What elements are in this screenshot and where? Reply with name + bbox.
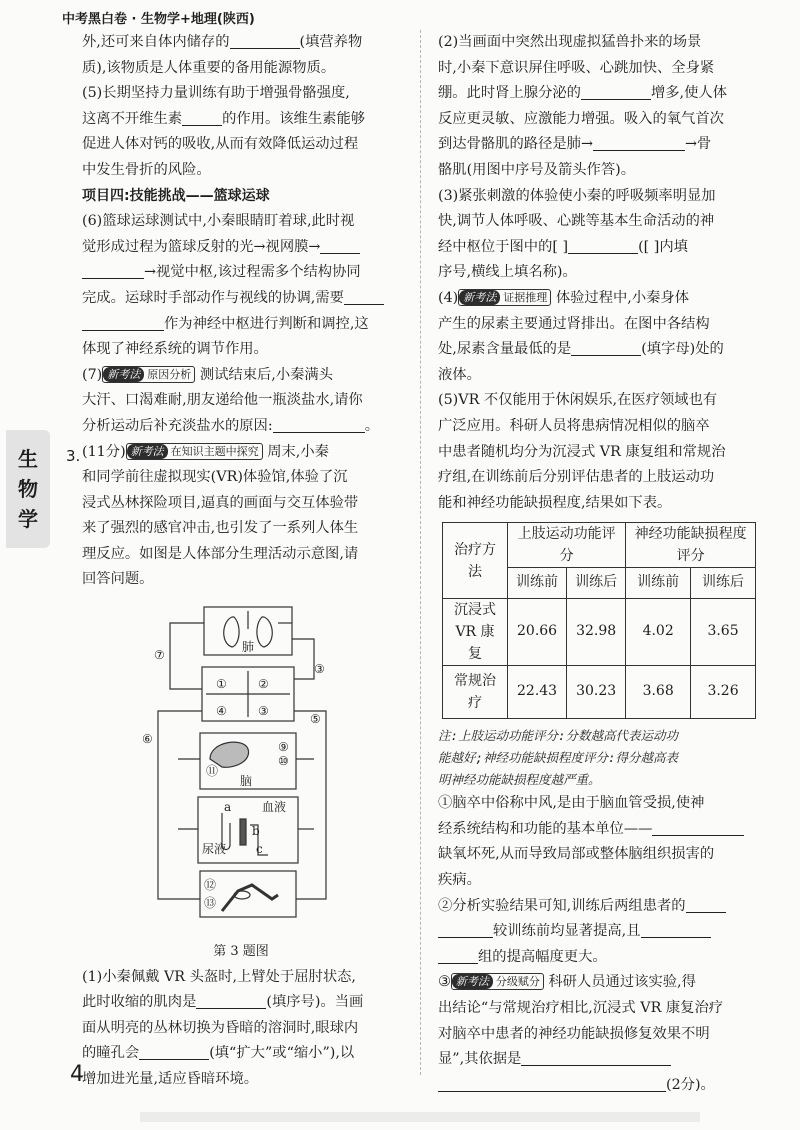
text-line: 缺氧坏死,从而导致局部或整体脑组织损害的: [438, 846, 715, 863]
text-line: 反应更灵敏、应激能力增强。吸入的氧气首次: [438, 110, 724, 127]
page-header: 中考黑白卷 · 生物学+地理(陕西): [62, 12, 255, 27]
text-line: 浸式丛林探险项目,逼真的画面与交互体验带: [82, 494, 359, 511]
text-line: 回答问题。: [82, 571, 154, 588]
section-title: 项目四:技能挑战——篮球运球: [82, 187, 270, 204]
diagram-label: ⑪: [206, 764, 219, 779]
diagram-label: ⑦: [154, 648, 165, 663]
column-divider: [420, 30, 421, 1075]
table-cell: 3.26: [691, 666, 756, 719]
text-line: 绷。此时肾上腺分泌的 增多,使人体: [438, 85, 727, 102]
text-line: 分析运动后补充淡盐水的原因: 。: [82, 417, 379, 434]
text-line: 对脑卒中患者的神经功能缺损修复效果不明: [438, 1025, 710, 1042]
diagram-label: ⑨: [278, 740, 289, 755]
text-line: 中发生骨折的风险。: [82, 161, 211, 178]
question-5-line: (5)VR 不仅能用于休闲娱乐,在医疗领域也有: [438, 392, 718, 409]
text-line: 作为神经中枢进行判断和调控,这: [82, 312, 400, 338]
answer-blank[interactable]: [196, 992, 266, 1009]
question-number: 3.: [66, 447, 81, 465]
answer-blank[interactable]: [320, 237, 360, 254]
diagram-label: a: [224, 800, 232, 815]
answer-blank[interactable]: [521, 1049, 671, 1066]
text-line: 面从明亮的丛林切换为昏暗的溶洞时,眼球内: [82, 1019, 359, 1036]
text-line: 广泛应用。科研人员将患病情况相似的脑卒: [438, 417, 710, 434]
figure-caption: 第 3 题图: [213, 944, 269, 960]
subject-side-tab: [6, 430, 50, 548]
text-line: 外,还可来自体内储存的 (填营养物: [82, 34, 363, 50]
table-cell: 30.23: [567, 666, 626, 719]
diagram-label: ⑫: [204, 878, 217, 893]
table-subheader: 训练后: [691, 568, 756, 599]
table-cell: 3.65: [691, 599, 756, 666]
text-line: 和同学前往虚拟现实(VR)体验馆,体验了沉: [82, 469, 348, 486]
text-line: 组的提高幅度更大。: [438, 945, 756, 971]
text-line: 增加进光量,适应昏暗环境。: [82, 1071, 259, 1088]
text-line: 理反应。如图是人体部分生理活动示意图,请: [82, 545, 359, 562]
sub-question-2: ②分析实验结果可知,训练后两组患者的: [438, 894, 756, 920]
table-note: 明神经功能缺损程度越严重。: [438, 772, 601, 788]
question-1-line: (1)小秦佩戴 VR 头盔时,上臂处于屈肘状态,: [82, 968, 356, 985]
table-cell: 32.98: [567, 599, 626, 666]
table-note: 能越好;神经功能缺损程度评分:得分越高表: [438, 750, 679, 766]
text-line: 液体。: [438, 366, 481, 383]
new-exam-tag: 新考法 证据推理: [458, 289, 551, 306]
text-line: 经系统结构和功能的基本单位——: [438, 817, 756, 843]
text-line: 处,尿素含量最低的是 (填字母)处的: [438, 341, 724, 358]
question-3-line: (3)紧张刺激的体验使小秦的呼吸频率明显加: [438, 187, 716, 204]
answer-blank[interactable]: [82, 262, 144, 279]
new-exam-tag: 新考法 原因分析: [102, 366, 195, 383]
text-line: 到达骨骼肌的路径是肺→ →骨: [438, 136, 712, 153]
diagram-label: b: [252, 824, 260, 839]
sub-question-1: ①脑卒中俗称中风,是由于脑血管受损,使神: [438, 795, 705, 812]
table-subheader: 训练后: [567, 568, 626, 599]
sub-question-3: ③ 新考法 分级赋分 科研人员通过该实验,得: [438, 974, 696, 991]
table-subheader: 训练前: [626, 568, 691, 599]
answer-blank[interactable]: [344, 288, 384, 305]
bottom-shadow: [140, 1112, 700, 1122]
text-line: 显”,其依据是: [438, 1047, 756, 1073]
text-line: (2分)。: [438, 1073, 756, 1099]
text-line: 质),该物质是人体重要的备用能源物质。: [82, 59, 336, 76]
text-line: 的瞳孔会 (填“扩大”或“缩小”),以: [82, 1045, 355, 1062]
table-cell: 3.68: [626, 666, 691, 719]
new-exam-tag: 新考法 在知识主题中探究: [126, 443, 263, 460]
table-subheader: 训练前: [508, 568, 567, 599]
answer-blank[interactable]: [686, 896, 726, 913]
text-line: 大汗、口渴难耐,朋友递给他一瓶淡盐水,请你: [82, 392, 363, 409]
question-4-line: (4) 新考法 证据推理 体验过程中,小秦身体: [438, 289, 690, 306]
text-line: 骼肌(用图中序号及箭头作答)。: [438, 161, 636, 178]
table-cell: 22.43: [508, 666, 567, 719]
text-line: 来了强烈的感官冲击,也引发了一系列人体生: [82, 520, 359, 537]
question-5-line: (5)长期坚持力量训练有助于增强骨骼强度,: [82, 85, 350, 102]
table-header: 神经功能缺损程度评分: [626, 523, 756, 568]
table-cell: 常规治疗: [443, 666, 508, 719]
answer-blank[interactable]: [568, 237, 638, 254]
diagram-label-urine: 尿液: [202, 842, 227, 857]
diagram-svg: [82, 599, 400, 939]
diagram-label-blood: 血液: [262, 800, 287, 815]
diagram-label: ④: [216, 704, 227, 719]
question-3-line: (11分) 新考法 在知识主题中探究 周末,小秦: [82, 443, 329, 460]
text-line: 这离不开维生素 的作用。该维生素能够: [82, 110, 366, 127]
side-tab-char: 学: [18, 507, 38, 531]
answer-blank[interactable]: [139, 1043, 209, 1060]
table-row: [443, 666, 756, 719]
text-line: 中患者随机均分为沉浸式 VR 康复组和常规治: [438, 443, 726, 460]
diagram-label: c: [256, 842, 263, 857]
diagram-label: ⑩: [278, 754, 289, 769]
diagram-label-brain: 脑: [240, 774, 253, 789]
table-note: 注:上肢运动功能评分:分数越高代表运动功: [438, 728, 679, 744]
text-line: 序号,横线上填名称)。: [438, 264, 577, 281]
table-cell: 沉浸式VR 康复: [443, 599, 508, 666]
text-line: 较训练前均显著提高,且: [438, 919, 756, 945]
answer-blank[interactable]: [273, 416, 365, 433]
question-6-line: (6)篮球运球测试中,小秦眼睛盯着球,此时视: [82, 213, 355, 230]
table-header: 治疗方法: [443, 523, 508, 599]
text-line: 能和神经功能缺损程度,结果如下表。: [438, 494, 672, 511]
answer-blank[interactable]: [652, 819, 744, 836]
diagram-label: ③: [258, 704, 269, 719]
diagram-label: ①: [216, 677, 227, 692]
question-2-line: (2)当画面中突然出现虚拟猛兽扑来的场景: [438, 34, 702, 50]
diagram-label: ⑬: [204, 896, 217, 911]
diagram-label-lung: 肺: [242, 640, 255, 655]
diagram-label: ⑤: [310, 712, 321, 727]
table-header: 上肢运动功能评分: [508, 523, 626, 568]
page-number: 4: [70, 1062, 84, 1087]
question-7-line: (7) 新考法 原因分析 测试结束后,小秦满头: [82, 366, 334, 383]
text-line: 出结论“与常规治疗相比,沉浸式 VR 康复治疗: [438, 1000, 724, 1017]
text-line: 觉形成过程为篮球反射的光→视网膜→: [82, 235, 400, 261]
new-exam-tag: 新考法 分级赋分: [451, 973, 544, 990]
answer-blank[interactable]: [581, 83, 651, 100]
side-tab-char: 生: [18, 447, 38, 471]
answer-blank[interactable]: [230, 32, 300, 49]
text-line: 时,小秦下意识屏住呼吸、心跳加快、全身紧: [438, 59, 715, 76]
text-line: 产生的尿素主要通过肾排出。在图中各结构: [438, 315, 710, 332]
answer-blank[interactable]: [438, 1075, 666, 1092]
physiology-diagram: [82, 599, 400, 939]
text-line: 体现了神经系统的调节作用。: [82, 341, 268, 358]
answer-blank[interactable]: [438, 947, 478, 964]
text-line: 此时收缩的肌肉是 (填序号)。当画: [82, 994, 364, 1011]
text-line: 疾病。: [438, 872, 481, 889]
left-column: [82, 30, 400, 1093]
answer-blank[interactable]: [438, 921, 493, 938]
side-tab-char: 物: [18, 477, 38, 501]
right-column: [438, 30, 756, 1098]
diagram-label: ⑥: [142, 732, 153, 747]
answer-blank[interactable]: [593, 134, 685, 151]
diagram-label: ③: [314, 662, 325, 677]
text-line: 完成。运球时手部动作与视线的协调,需要: [82, 286, 400, 312]
text-line: 促进人体对钙的吸收,从而有效降低运动过程: [82, 136, 359, 153]
text-line: 经中枢位于图中的[ ] ([ ]内填: [438, 238, 688, 255]
answer-blank[interactable]: [641, 921, 711, 938]
results-table: [442, 522, 756, 719]
answer-blank[interactable]: [182, 109, 222, 126]
table-cell: 20.66: [508, 599, 567, 666]
text-line: →视觉中枢,该过程需多个结构协同: [82, 260, 400, 286]
diagram-label: ②: [258, 677, 269, 692]
answer-blank[interactable]: [82, 314, 164, 331]
table-row: [443, 599, 756, 666]
text-line: 快,调节人体呼吸、心跳等基本生命活动的神: [438, 213, 715, 230]
table-cell: 4.02: [626, 599, 691, 666]
answer-blank[interactable]: [571, 339, 641, 356]
text-line: 疗组,在训练前后分别评估患者的上肢运动功: [438, 469, 715, 486]
